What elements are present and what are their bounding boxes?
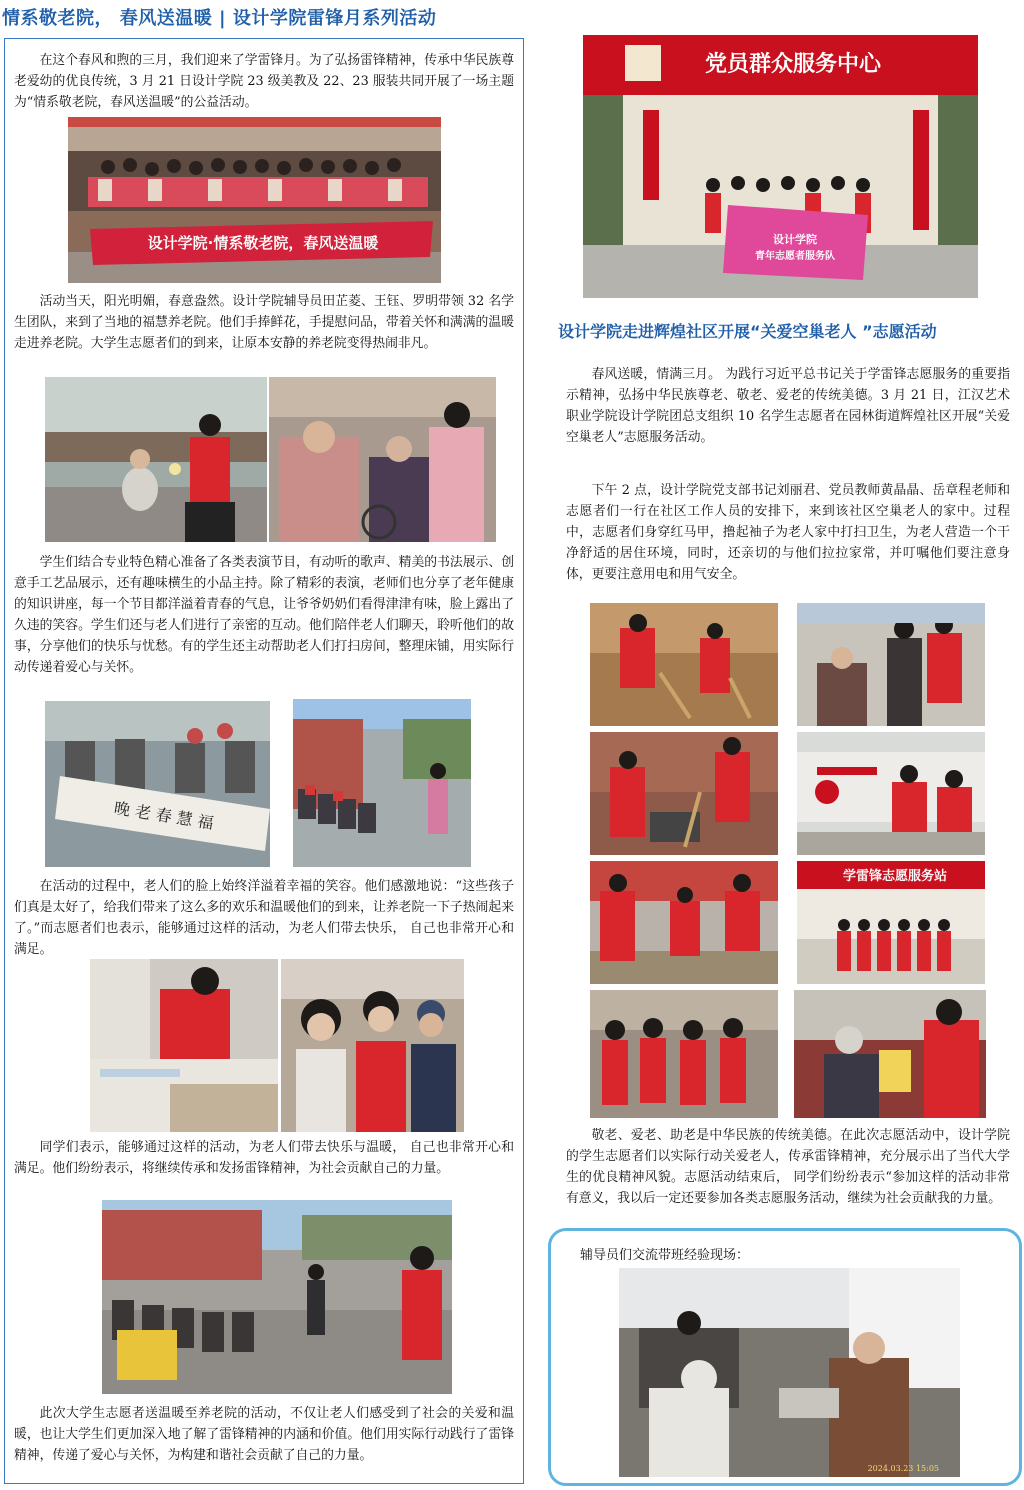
left-paragraph-6: 此次大学生志愿者送温暖至养老院的活动，不仅让老人们感受到了社会的关爱和温暖，也让大学生们更加深入地了解了雷锋精神的内涵和价值。他们用实际行动践行了雷锋精神，传递了爱心与关怀，为构建和谐社会贡献了自己的力量。 [14, 1406, 514, 1463]
photo-counselor-meeting [619, 1268, 960, 1477]
service-center-sign: 党员群众服务中心 [704, 52, 882, 77]
photo-flower-giving [45, 377, 267, 542]
photo-sweeping-2 [590, 732, 778, 855]
right-paragraph-3: 敬老、爱老、助老是中华民族的传统美德。在此次志愿活动中，设计学院的学生志愿者们以实际行动关爱老人，传承雷锋精神，充分展示出了当代大学生的优良精神风貌。志愿活动结束后， 同学们纷纷表示“参加这样的活动非常有意义，我以后一定还要参加各类志愿服务活动，继续为社会贡献我的力量。 [566, 1128, 1010, 1206]
photo-volunteer-station [797, 861, 985, 984]
photo-sweeping-3 [590, 861, 778, 984]
photo-elder-wheelchair [269, 377, 496, 542]
left-paragraph-4: 在活动的过程中，老人们的脸上始终洋溢着幸福的笑容。他们感激地说：“这些孩子们真是太好了，给我们带来了这么多的欢乐和温暖他们的到来，让养老院一下子热闹起来了。”而志愿者们也表示，能够通过这样的活动，为老人们带去快乐， 自己也非常开心和满足。 [14, 879, 514, 957]
photo-service-center [583, 35, 978, 298]
photo-visit-elder [797, 603, 985, 726]
left-paragraph-1: 在这个春风和煦的三月，我们迎来了学雷锋月。为了弘扬雷锋精神，传承中华民族尊老爱幼的优良传统，3 月 21 日设计学院 23 级美教及 22、23 服装共同开展了一场主题为“情系敬老院，春风送温暖”的公益活动。 [14, 53, 514, 110]
photo-volunteers-group [590, 990, 778, 1118]
photo-sweeping-1 [590, 603, 778, 726]
photo-calligraphy-display [45, 701, 270, 867]
section-title-community: 设计学院走进辉煌社区开展“关爱空巢老人 ”志愿活动 [558, 322, 937, 341]
pink-banner-line2: 青年志愿者服务队 [755, 251, 835, 262]
banner-text: 设计学院·情系敬老院，春风送温暖 [147, 234, 379, 252]
left-paragraph-5: 同学们表示，能够通过这样的活动，为老人们带去快乐与温暖， 自己也非常开心和满足。他们纷纷表示，将继续传承和发扬雷锋精神，为社会贡献自己的力量。 [14, 1140, 514, 1176]
photo-making-bed [90, 959, 278, 1132]
right-paragraph-1: 春风送暖，情满三月。 为践行习近平总书记关于学雷锋志愿服务的重要指示精神，弘扬中华民族尊老、敬老、爱老的传统美德。3 月 21 日，江汉艺术职业学院设计学院团总支组织 10 名学生志愿者在园林街道辉煌社区开展“关爱空巢老人”志愿服务活动。 [566, 367, 1010, 445]
calligraphy-text: 晚 老 春 慧 福 [112, 798, 215, 833]
right-paragraph-2: 下午 2 点，设计学院党支部书记刘丽君、党员教师黄晶晶、岳章程老师和志愿者们一行在社区工作人员的安排下，来到该社区空巢老人的家中。过程中，志愿者们身穿红马甲，撸起袖子为老人家中打扫卫生，为老人营造一个干净舒适的居住环境，同时，还亲切的与他们拉拉家常，并叮嘱他们要注意身体，更要注意用电和用气安全。 [566, 483, 1010, 582]
callout-label: 辅导员们交流带班经验现场： [580, 1248, 750, 1263]
photo-timestamp: 2024.03.23 15:05 [867, 1464, 939, 1473]
left-paragraph-3: 学生们结合专业特色精心准备了各类表演节目，有动听的歌声、精美的书法展示、创意手工艺品展示，还有趣味横生的小品主持。除了精彩的表演，老师们也分享了老年健康的知识讲座，每一个节目都洋溢着青春的气息，让爷爷奶奶们看得津津有味，脸上露出了久违的笑容。学生们还与老人们进行了亲密的互动。他们陪伴老人们聊天，聆听他们的故事，分享他们的快乐与忧愁。有的学生还主动帮助老人们打扫房间，整理床铺，用实际行动传递着爱心与关怀。 [14, 555, 514, 675]
photo-elder-artwork [794, 990, 986, 1118]
photo-mural-wall [797, 732, 985, 855]
photo-group-banner [68, 117, 441, 283]
left-paragraph-2: 活动当天，阳光明媚，春意盎然。设计学院辅导员田芷菱、王钰、罗明带领 32 名学生团队，来到了当地的福慧养老院。他们手捧鲜花，手提慰问品，带着关怀和满满的温暖走进养老院。大学生志愿者们的到来，让原本安静的养老院变得热闹非凡。 [14, 294, 514, 351]
photo-courtyard-elders [293, 699, 471, 867]
photo-selfie [281, 959, 464, 1132]
station-sign-text: 学雷锋志愿服务站 [842, 869, 948, 884]
pink-banner-line1: 设计学院 [773, 233, 817, 246]
page-title: 情系敬老院， 春风送温暖 | 设计学院雷锋月系列活动 [2, 8, 437, 29]
photo-courtyard-performance [102, 1200, 452, 1394]
